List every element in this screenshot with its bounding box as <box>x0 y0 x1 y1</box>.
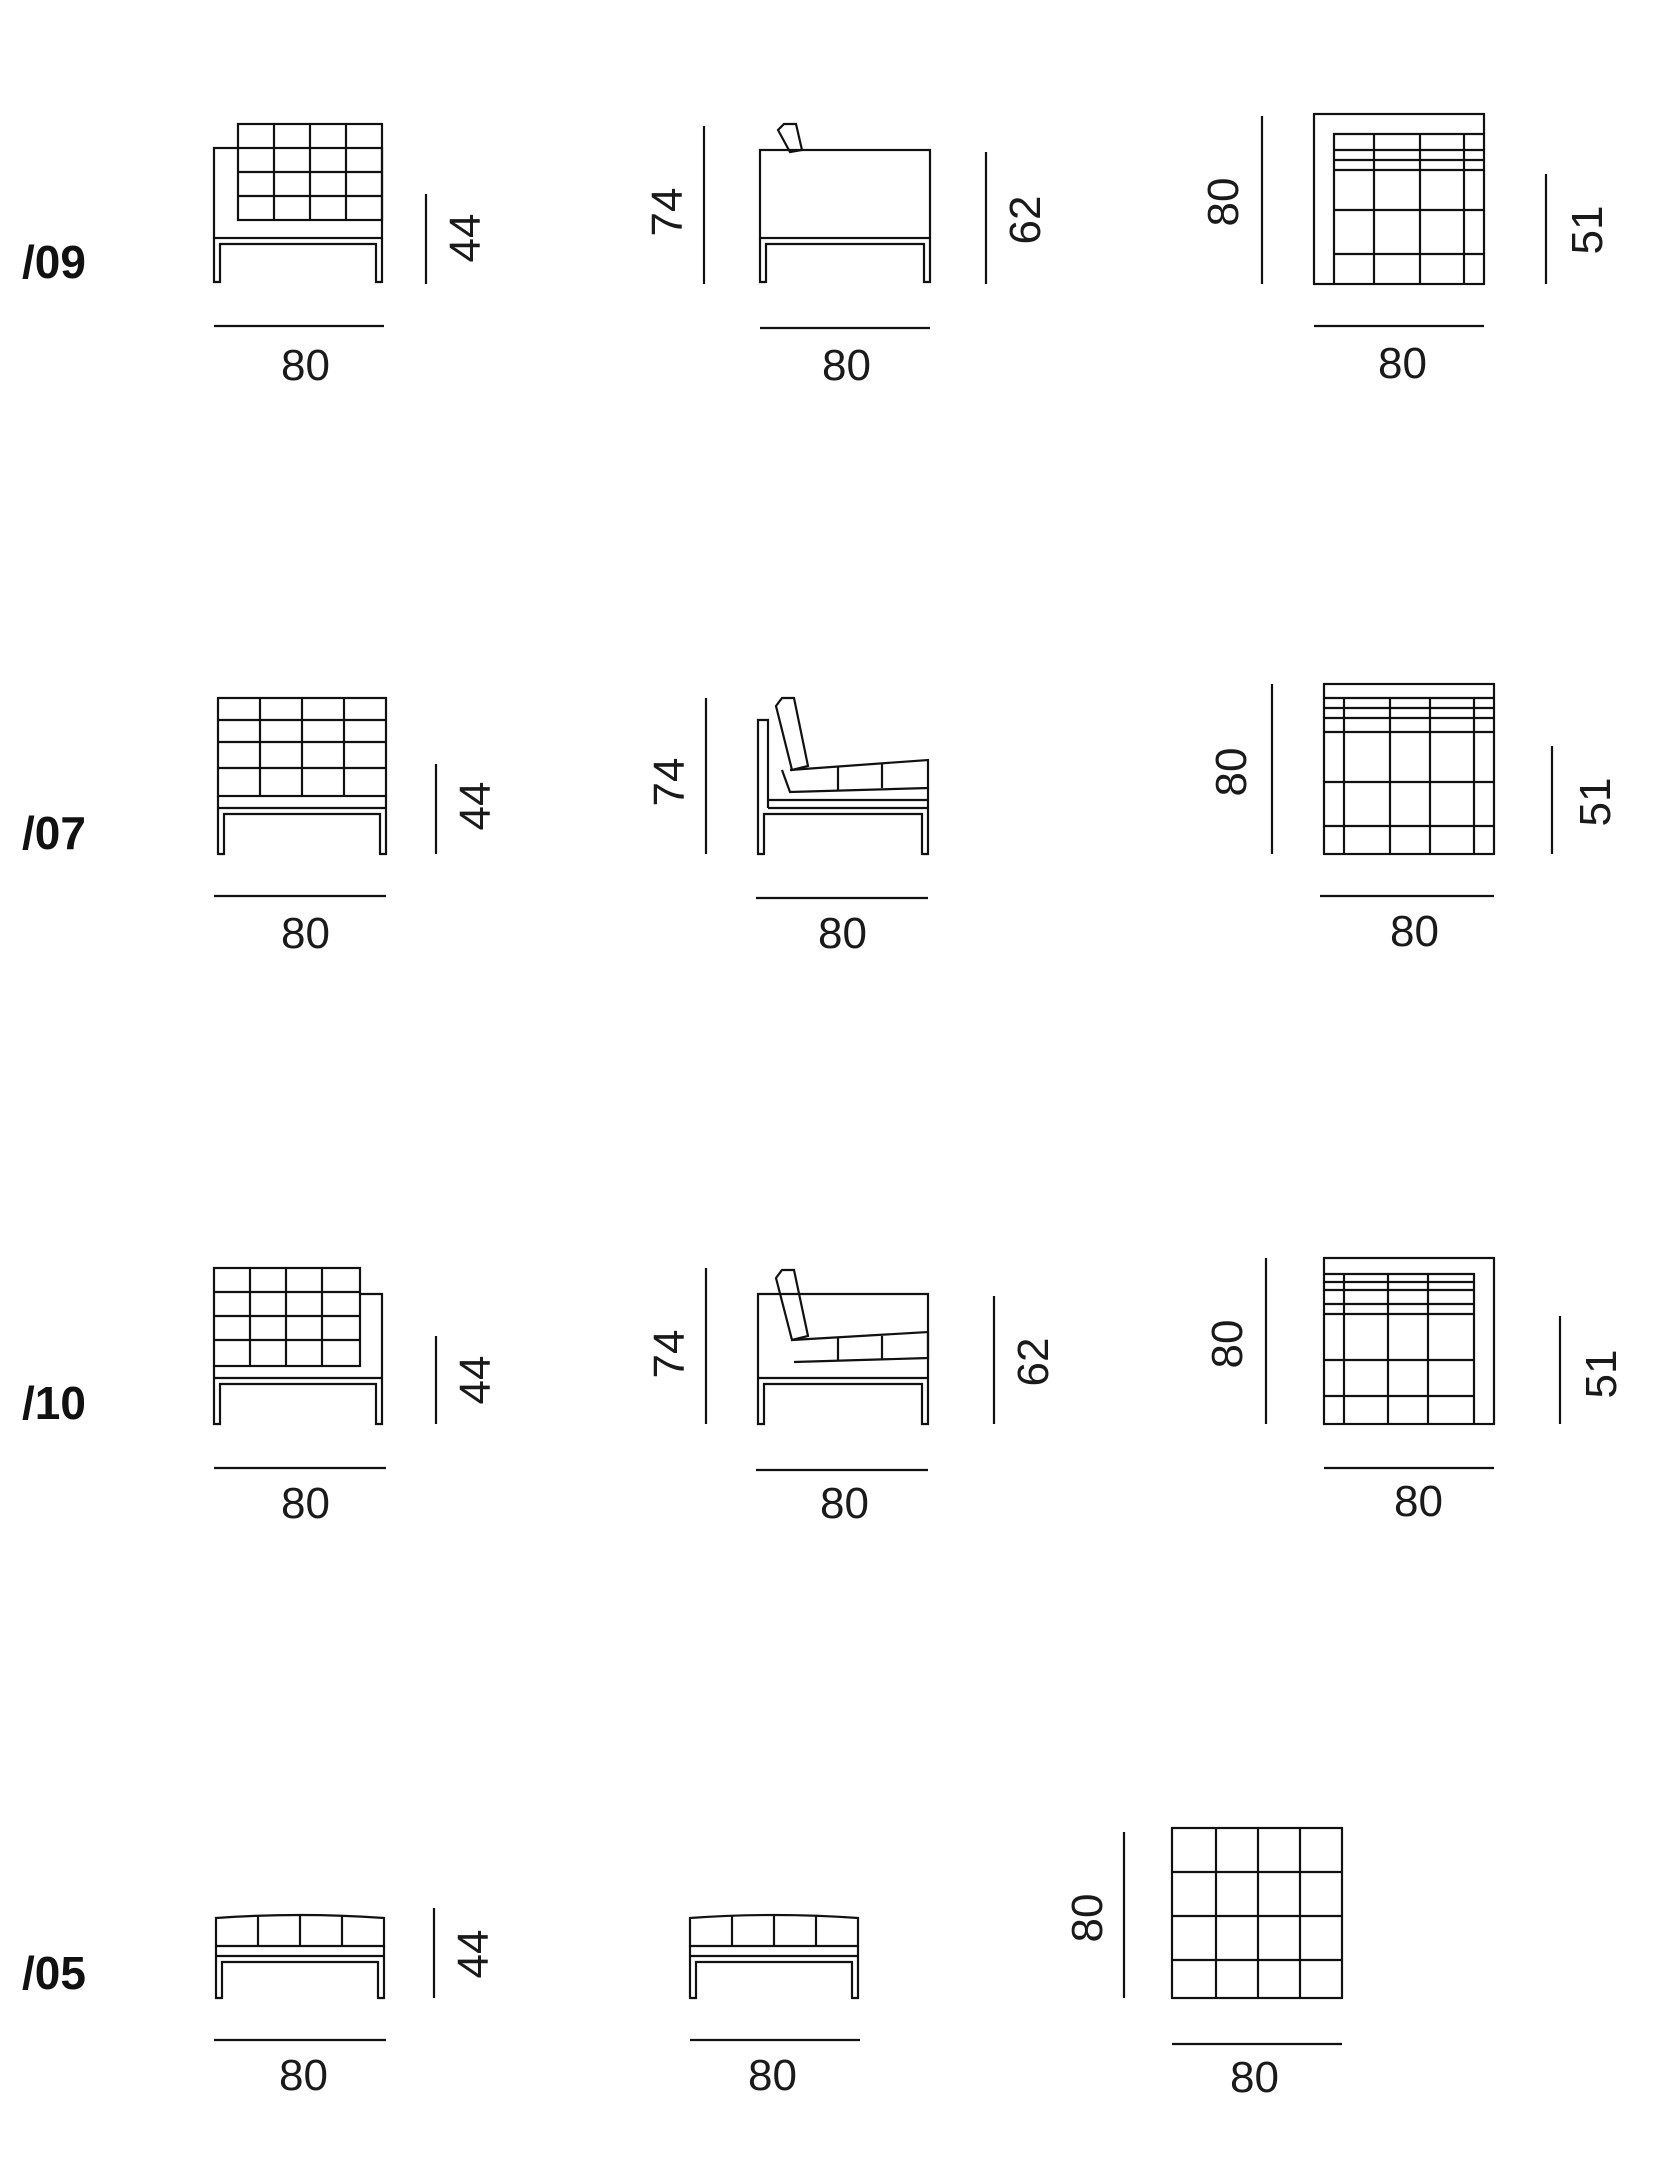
side-height-left-label: 74 <box>643 187 692 237</box>
front-height-label: 44 <box>449 1929 498 1979</box>
plan-width-label: 80 <box>1230 2053 1279 2102</box>
module-row-05 <box>0 1710 1677 2130</box>
side-height-left-label: 74 <box>645 757 694 807</box>
side-height-left-label: 74 <box>645 1329 694 1379</box>
front-height-label: 44 <box>451 1355 500 1405</box>
side-width-label: 80 <box>818 909 867 958</box>
front-view-drawing <box>214 1908 434 2040</box>
plan-view-drawing <box>1266 1258 1560 1468</box>
plan-width-label: 80 <box>1394 1477 1443 1526</box>
module-code: /05 <box>22 1947 86 1999</box>
side-width-label: 80 <box>822 341 871 390</box>
side-width-label: 80 <box>748 2051 797 2100</box>
front-width-label: 80 <box>281 1479 330 1528</box>
side-view-drawing <box>706 698 928 898</box>
side-width-label: 80 <box>820 1479 869 1528</box>
plan-depth-left-label: 80 <box>1207 747 1256 797</box>
module-row-07 <box>0 570 1677 990</box>
front-width-label: 80 <box>281 909 330 958</box>
side-view-drawing <box>690 1915 860 2040</box>
plan-depth-right-label: 51 <box>1571 777 1620 827</box>
side-view-drawing <box>704 124 986 328</box>
plan-width-label: 80 <box>1378 339 1427 388</box>
plan-depth-left-label: 80 <box>1203 1319 1252 1369</box>
side-view-drawing <box>706 1268 994 1470</box>
front-width-label: 80 <box>279 2051 328 2100</box>
module-row-09 <box>0 0 1677 420</box>
module-code: /10 <box>22 1377 86 1429</box>
plan-depth-right-label: 51 <box>1563 205 1612 255</box>
module-05-drawings <box>0 1710 1677 2130</box>
side-height-right-label: 62 <box>1009 1337 1058 1387</box>
plan-view-drawing <box>1272 684 1552 896</box>
plan-depth-left-label: 80 <box>1063 1893 1112 1943</box>
front-view-drawing <box>214 698 436 896</box>
plan-width-label: 80 <box>1390 907 1439 956</box>
plan-depth-left-label: 80 <box>1199 177 1248 227</box>
module-row-10 <box>0 1140 1677 1560</box>
module-code: /09 <box>22 236 86 288</box>
side-height-right-label: 62 <box>1001 195 1050 245</box>
plan-view-drawing <box>1262 114 1546 326</box>
module-code: /07 <box>22 807 86 859</box>
plan-depth-right-label: 51 <box>1577 1349 1626 1399</box>
front-view-drawing <box>214 1268 436 1468</box>
front-height-label: 44 <box>451 781 500 831</box>
plan-view-drawing <box>1124 1828 1342 2044</box>
front-view-drawing <box>214 124 426 326</box>
front-width-label: 80 <box>281 341 330 390</box>
front-height-label: 44 <box>441 213 490 263</box>
